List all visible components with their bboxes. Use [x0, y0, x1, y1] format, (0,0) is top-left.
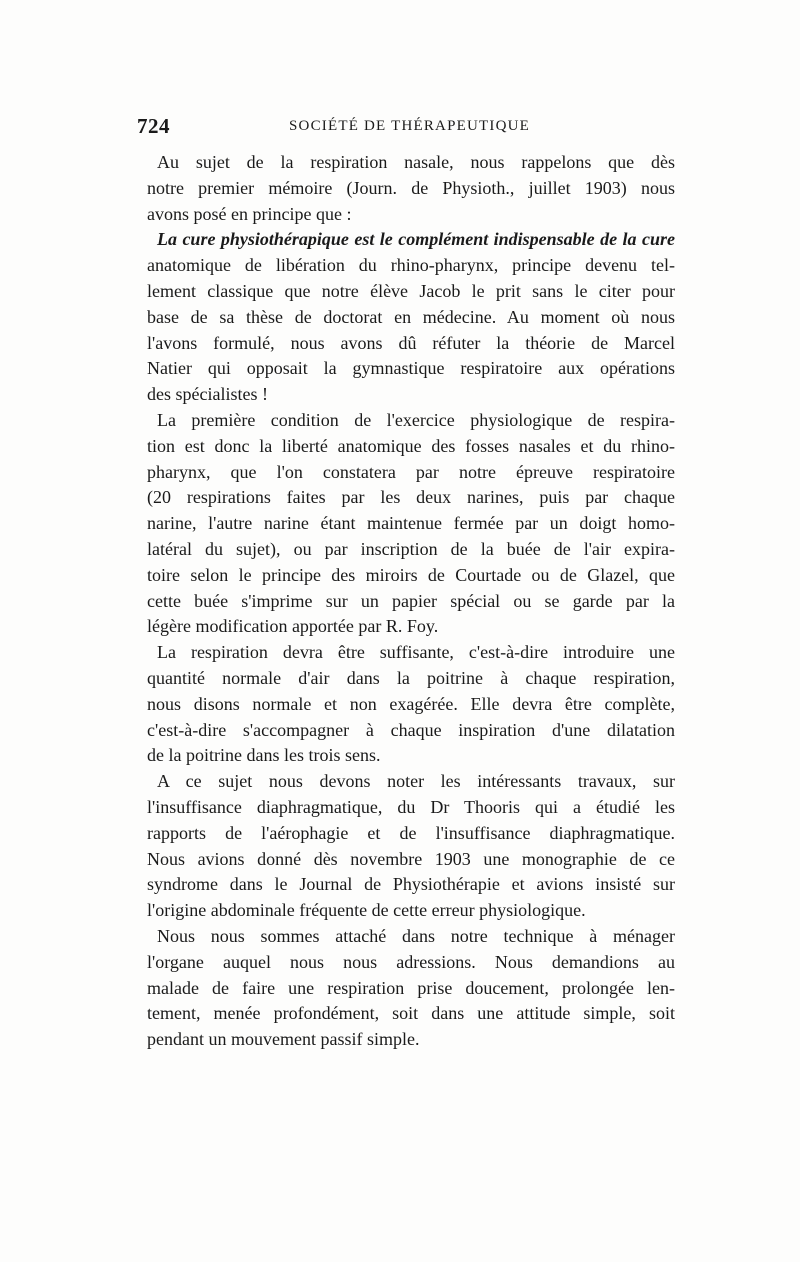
- text-line: La cure physiothérapique est le complément indispensable de la cure: [157, 229, 675, 250]
- text-line: lement classique que notre élève Jacob le prit sans le citer pour: [147, 280, 675, 301]
- text-line: notre premier mémoire (Journ. de Physioth., juillet 1903) nous: [147, 177, 675, 198]
- text-line: Au sujet de la respiration nasale, nous rappelons que dès: [157, 152, 675, 172]
- text-line: des spécialistes !: [147, 384, 268, 405]
- text-line: pharynx, que l'on constatera par notre épreuve respiratoire: [147, 461, 675, 482]
- text-line: Natier qui opposait la gymnastique respiratoire aux opérations: [147, 358, 675, 379]
- text-line: l'insuffisance diaphragmatique, du Dr Thooris qui a étudié les: [147, 796, 675, 817]
- text-line: légère modification apportée par R. Foy.: [147, 616, 439, 637]
- text-line: anatomique de libération du rhino-pharynx, principe devenu tel-: [147, 255, 675, 276]
- text-line: syndrome dans le Journal de Physiothérapie et avions insisté sur: [147, 874, 675, 895]
- text-line: malade de faire une respiration prise doucement, prolongée len-: [147, 977, 675, 998]
- text-line: tement, menée profondément, soit dans une attitude simple, soit: [147, 1003, 675, 1024]
- text-line: Nous nous sommes attaché dans notre technique à ménager: [157, 925, 675, 946]
- text-line: quantité normale d'air dans la poitrine à chaque respiration,: [147, 667, 675, 688]
- text-line: La respiration devra être suffisante, c'est-à-dire introduire une: [157, 642, 675, 663]
- text-line: narine, l'autre narine étant maintenue fermée par un doigt homo-: [147, 513, 675, 534]
- running-title: SOCIÉTÉ DE THÉRAPEUTIQUE: [289, 118, 531, 134]
- text-line: de la poitrine dans les trois sens.: [147, 745, 381, 766]
- page-number: 724: [137, 114, 170, 138]
- text-line: l'avons formulé, nous avons dû réfuter la théorie de Marcel: [147, 332, 675, 353]
- text-line: c'est-à-dire s'accompagner à chaque inspiration d'une dilatation: [147, 719, 675, 740]
- page-header: [137, 114, 677, 142]
- paragraph: [137, 924, 675, 1053]
- paragraph: [137, 150, 675, 227]
- text-line: avons posé en principe que :: [147, 203, 352, 224]
- paragraph: [137, 408, 675, 640]
- text-line: l'organe auquel nous nous adressions. Nous demandions au: [147, 951, 675, 972]
- body-text: [137, 150, 675, 1053]
- paragraph: [137, 640, 675, 769]
- text-line: pendant un mouvement passif simple.: [147, 1029, 420, 1050]
- text-line: rapports de l'aérophagie et de l'insuffisance diaphragmatique.: [147, 822, 675, 843]
- paragraph: [137, 769, 675, 924]
- text-line: cette buée s'imprime sur un papier spécial ou se garde par la: [147, 590, 675, 611]
- text-line: latéral du sujet), ou par inscription de la buée de l'air expira-: [147, 538, 675, 559]
- text-line: base de sa thèse de doctorat en médecine. Au moment où nous: [147, 306, 675, 327]
- text-line: tion est donc la liberté anatomique des fosses nasales et du rhino-: [147, 435, 675, 456]
- text-line: Nous avions donné dès novembre 1903 une monographie de ce: [147, 848, 675, 869]
- paragraph: [137, 227, 675, 408]
- text-line: (20 respirations faites par les deux narines, puis par chaque: [147, 487, 675, 508]
- text-line: La première condition de l'exercice physiologique de respira-: [157, 409, 675, 430]
- text-line: A ce sujet nous devons noter les intéressants travaux, sur: [157, 771, 675, 792]
- text-line: nous disons normale et non exagérée. Elle devra être complète,: [147, 693, 675, 714]
- text-line: toire selon le principe des miroirs de Courtade ou de Glazel, que: [147, 564, 675, 585]
- text-line: l'origine abdominale fréquente de cette erreur physiologique.: [147, 900, 586, 921]
